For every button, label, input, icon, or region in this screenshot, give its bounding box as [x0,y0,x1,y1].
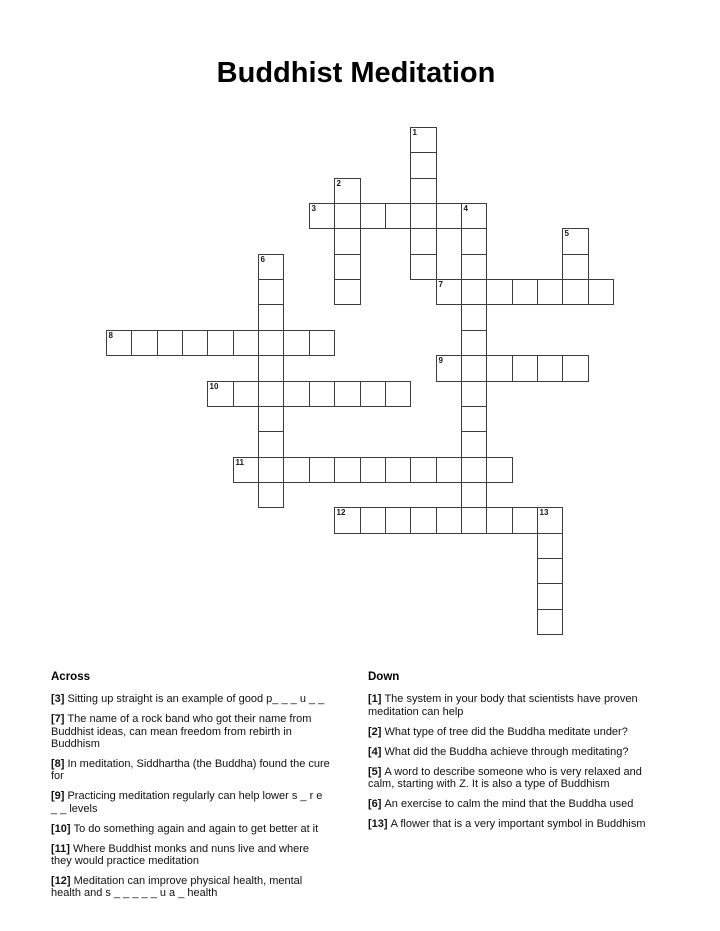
grid-cell[interactable] [486,279,513,305]
grid-cell[interactable] [360,457,386,483]
grid-cell[interactable] [461,381,487,407]
grid-cell[interactable] [512,355,538,382]
grid-cell[interactable] [461,203,487,229]
grid-cell[interactable] [258,254,284,280]
clue-text: Meditation can improve physical health, mental health and s _ _ _ _ _ u a _ health [51,874,303,900]
down-clues-section [368,671,658,838]
grid-cell[interactable] [436,203,462,229]
cell-number: 7 [438,280,443,289]
grid-cell[interactable] [385,507,411,534]
clue-text: What did the Buddha achieve through meditating? [384,745,629,758]
clue-text: A word to describe someone who is very relaxed and calm, starting with Z. It is also a type of Buddhism [368,765,642,790]
cell-number: 8 [108,331,113,340]
clue-text: Practicing meditation regularly can help lower s _ r e _ _ levels [51,790,323,815]
clue-text: An exercise to calm the mind that the Buddha used [384,797,634,810]
grid-cell[interactable] [461,228,487,255]
cell-number: 3 [311,204,316,213]
cell-number: 9 [438,356,443,365]
clue-across-12 [51,875,330,900]
grid-cell[interactable] [537,507,563,534]
grid-cell[interactable] [334,507,361,534]
grid-cell[interactable] [385,381,411,407]
grid-cell[interactable] [410,127,437,153]
grid-cell[interactable] [157,330,183,356]
grid-cell[interactable] [410,228,437,255]
grid-cell[interactable] [436,279,462,305]
grid-cell[interactable] [562,355,589,382]
grid-cell[interactable] [436,457,462,483]
clue-number: [4] [368,745,382,758]
cell-number: 1 [412,128,417,137]
grid-cell[interactable] [486,507,513,534]
clue-number: [2] [368,725,382,738]
grid-cell[interactable] [410,457,437,483]
grid-cell[interactable] [410,203,437,229]
grid-cell[interactable] [360,203,386,229]
grid-cell[interactable] [258,355,284,382]
grid-cell[interactable] [461,457,487,483]
clue-text: To do something again and again to get better at it [73,822,319,835]
grid-cell[interactable] [334,178,361,204]
cell-number: 12 [336,508,346,517]
clue-text: The name of a rock band who got their name from Buddhist ideas, can mean freedom from rebirth in Buddhism [51,713,312,751]
grid-cell[interactable] [537,609,563,635]
grid-cell[interactable] [334,381,361,407]
grid-cell[interactable] [461,330,487,356]
clue-number: [11] [51,842,70,855]
grid-cell[interactable] [461,304,487,331]
grid-cell[interactable] [309,381,335,407]
grid-cell[interactable] [334,254,361,280]
cell-number: 2 [336,179,341,188]
clue-text: The system in your body that scientists have proven meditation can help [368,693,638,718]
grid-cell[interactable] [461,406,487,432]
grid-cell[interactable] [486,457,513,483]
cell-number: 6 [260,255,265,264]
clue-across-10 [51,823,330,835]
clue-down-4 [368,746,658,758]
clue-down-5 [368,766,658,791]
grid-cell[interactable] [309,457,335,483]
cell-number: 4 [463,204,468,213]
grid-cell[interactable] [258,406,284,432]
grid-cell[interactable] [537,279,563,305]
grid-cell[interactable] [258,330,284,356]
clue-across-11 [51,843,330,868]
clue-number: [13] [368,817,388,830]
grid-cell[interactable] [258,381,284,407]
clue-text: Where Buddhist monks and nuns live and where they would practice meditation [51,842,309,867]
clue-down-13 [368,818,658,830]
clue-number: [10] [51,822,71,835]
grid-cell[interactable] [461,279,487,305]
grid-cell[interactable] [385,457,411,483]
clue-across-7 [51,713,330,750]
grid-cell[interactable] [283,330,310,356]
page-title: Buddhist Meditation [216,57,496,89]
grid-cell[interactable] [512,279,538,305]
clue-down-6 [368,798,658,810]
grid-cell[interactable] [461,355,487,382]
grid-cell[interactable] [410,152,437,179]
grid-cell[interactable] [283,457,310,483]
cell-number: 13 [539,508,549,517]
grid-cell[interactable] [258,431,284,458]
grid-cell[interactable] [410,254,437,280]
grid-cell[interactable] [207,330,234,356]
grid-cell[interactable] [360,381,386,407]
grid-cell[interactable] [334,457,361,483]
clue-text: In meditation, Siddhartha (the Buddha) found the cure for [51,758,330,783]
grid-cell[interactable] [258,304,284,331]
grid-cell[interactable] [461,482,487,508]
grid-cell[interactable] [233,381,259,407]
grid-cell[interactable] [537,583,563,610]
grid-cell[interactable] [410,507,437,534]
grid-cell[interactable] [131,330,158,356]
grid-cell[interactable] [309,330,335,356]
grid-cell[interactable] [537,558,563,584]
grid-cell[interactable] [562,228,589,255]
grid-cell[interactable] [360,507,386,534]
grid-cell[interactable] [562,254,589,280]
grid-cell[interactable] [588,279,614,305]
clue-number: [5] [368,765,382,778]
grid-cell[interactable] [258,457,284,483]
grid-cell[interactable] [334,279,361,305]
clue-across-8 [51,758,330,783]
grid-cell[interactable] [461,431,487,458]
grid-cell[interactable] [207,381,234,407]
grid-cell[interactable] [182,330,208,356]
grid-cell[interactable] [309,203,335,229]
grid-cell[interactable] [461,254,487,280]
down-header: Down [368,671,400,683]
across-header: Across [51,671,90,683]
grid-cell[interactable] [410,178,437,204]
clue-text: Sitting up straight is an example of good p_ _ _ u _ _ [67,693,325,706]
grid-cell[interactable] [461,507,487,534]
grid-cell[interactable] [512,507,538,534]
clue-down-1 [368,693,658,718]
grid-cell[interactable] [334,228,361,255]
grid-cell[interactable] [258,279,284,305]
grid-cell[interactable] [537,355,563,382]
grid-cell[interactable] [334,203,361,229]
grid-cell[interactable] [562,279,589,305]
clue-number: [9] [51,790,65,803]
grid-cell[interactable] [486,355,513,382]
grid-cell[interactable] [233,457,259,483]
clue-number: [8] [51,758,65,771]
grid-cell[interactable] [436,355,462,382]
clue-across-3 [51,693,330,705]
clue-number: [1] [368,693,382,706]
clue-text: What type of tree did the Buddha meditate under? [384,725,628,738]
clue-number: [3] [51,693,65,706]
clue-across-9 [51,790,330,815]
cell-number: 11 [235,458,244,467]
clue-down-2 [368,726,658,738]
grid-cell[interactable] [283,381,310,407]
cell-number: 10 [209,382,219,391]
grid-cell[interactable] [385,203,411,229]
grid-cell[interactable] [106,330,132,356]
clue-number: [12] [51,874,71,887]
across-clues-section [51,671,330,907]
cell-number: 5 [564,229,569,238]
grid-cell[interactable] [258,482,284,508]
grid-cell[interactable] [233,330,259,356]
grid-cell[interactable] [436,507,462,534]
grid-cell[interactable] [537,533,563,559]
clue-number: [7] [51,713,65,726]
clue-number: [6] [368,797,382,810]
clue-text: A flower that is a very important symbol in Buddhism [390,817,646,830]
